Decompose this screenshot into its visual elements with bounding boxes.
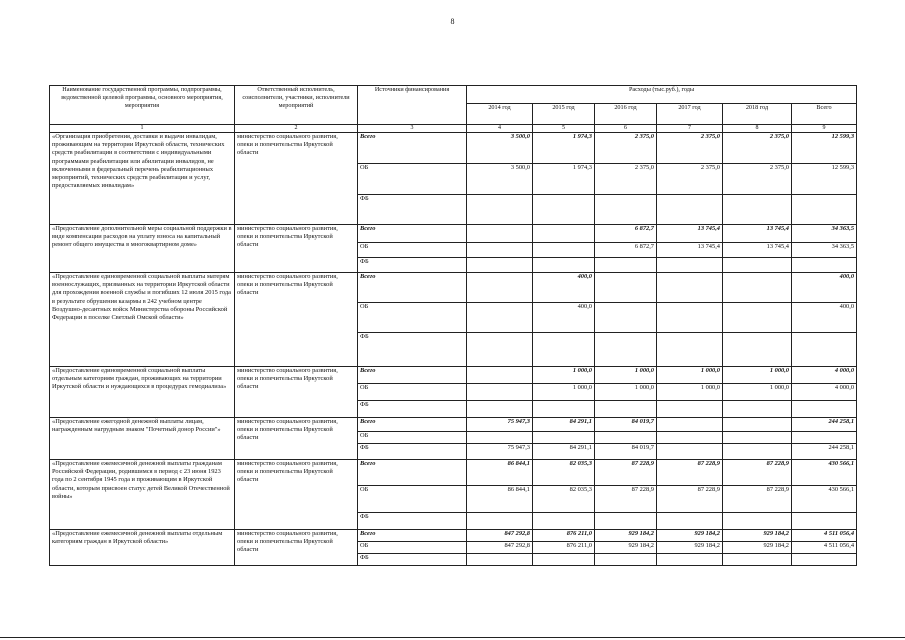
- column-number: 6: [595, 125, 657, 133]
- year-value-cell: 929 184,2: [657, 530, 723, 542]
- year-value-cell: 400,0: [533, 303, 595, 333]
- year-value-cell: 13 745,4: [723, 225, 792, 243]
- year-value-cell: [723, 195, 792, 225]
- year-value-cell: [467, 243, 533, 258]
- year-value-cell: [657, 418, 723, 432]
- year-value-cell: 87 228,9: [657, 460, 723, 486]
- year-value-cell: [467, 554, 533, 566]
- header-year-cell: 2017 год: [657, 104, 723, 125]
- year-value-cell: [533, 243, 595, 258]
- year-value-cell: 1 000,0: [533, 367, 595, 384]
- funding-source-cell: Всего: [358, 530, 467, 542]
- funding-source-cell: ОБ: [358, 542, 467, 554]
- executor-cell: министерство социального развития, опеки и попечительства Иркутской области: [235, 367, 358, 418]
- year-value-cell: 87 228,9: [723, 486, 792, 513]
- year-value-cell: [723, 401, 792, 418]
- total-value-cell: [792, 432, 857, 444]
- year-value-cell: [723, 513, 792, 530]
- year-value-cell: 87 228,9: [723, 460, 792, 486]
- year-value-cell: 929 184,2: [723, 542, 792, 554]
- year-value-cell: 1 000,0: [595, 384, 657, 401]
- year-value-cell: 6 872,7: [595, 225, 657, 243]
- year-value-cell: [533, 554, 595, 566]
- total-value-cell: 34 363,5: [792, 243, 857, 258]
- year-value-cell: [467, 384, 533, 401]
- year-value-cell: [595, 273, 657, 303]
- year-value-cell: 1 974,3: [533, 164, 595, 195]
- header-name-cell: Наименование государственной программы, подпрограммы, ведомственной целевой программы, основного мероприятия, мероприятия: [50, 86, 235, 125]
- year-value-cell: [657, 513, 723, 530]
- year-value-cell: [467, 513, 533, 530]
- page-number: 8: [450, 17, 455, 26]
- table-row: [50, 273, 857, 303]
- year-value-cell: 2 375,0: [595, 164, 657, 195]
- year-value-cell: [533, 258, 595, 273]
- year-value-cell: [723, 432, 792, 444]
- year-value-cell: 1 000,0: [723, 384, 792, 401]
- year-value-cell: 84 019,7: [595, 444, 657, 460]
- year-value-cell: 82 035,3: [533, 460, 595, 486]
- column-number: 4: [467, 125, 533, 133]
- year-value-cell: [657, 333, 723, 367]
- year-value-cell: 75 947,3: [467, 418, 533, 432]
- year-value-cell: [467, 432, 533, 444]
- year-value-cell: [467, 195, 533, 225]
- funding-source-cell: ОБ: [358, 432, 467, 444]
- year-value-cell: [595, 333, 657, 367]
- year-value-cell: 82 035,3: [533, 486, 595, 513]
- year-value-cell: [467, 225, 533, 243]
- total-value-cell: 430 566,1: [792, 486, 857, 513]
- year-value-cell: [467, 273, 533, 303]
- total-value-cell: [792, 554, 857, 566]
- program-name-cell: «Предоставление единовременной социальной выплаты отдельным категориям граждан, проживающих на территории Иркутской области и нуждающихся в процедурах гемодиализа»: [50, 367, 235, 418]
- header-year-cell: 2018 год: [723, 104, 792, 125]
- year-value-cell: [723, 303, 792, 333]
- year-value-cell: 84 291,1: [533, 418, 595, 432]
- total-value-cell: 400,0: [792, 303, 857, 333]
- year-value-cell: 3 500,0: [467, 164, 533, 195]
- year-value-cell: 84 291,1: [533, 444, 595, 460]
- program-name-cell: «Предоставление ежегодной денежной выплаты лицам, награжденным нагрудным знаком "Почетный донор России"»: [50, 418, 235, 460]
- year-value-cell: 1 000,0: [723, 367, 792, 384]
- total-value-cell: 430 566,1: [792, 460, 857, 486]
- column-number: 5: [533, 125, 595, 133]
- column-numbers-row: [50, 125, 857, 133]
- total-value-cell: [792, 513, 857, 530]
- header-expenses-cell: Расходы (тыс.руб.), годы: [467, 86, 857, 104]
- total-value-cell: [792, 333, 857, 367]
- funding-source-cell: Всего: [358, 273, 467, 303]
- year-value-cell: [657, 273, 723, 303]
- column-number: 3: [358, 125, 467, 133]
- year-value-cell: [595, 401, 657, 418]
- table-row: [50, 225, 857, 243]
- year-value-cell: 2 375,0: [657, 164, 723, 195]
- year-value-cell: [467, 303, 533, 333]
- funding-source-cell: Всего: [358, 460, 467, 486]
- funding-source-cell: ОБ: [358, 486, 467, 513]
- year-value-cell: 847 292,8: [467, 530, 533, 542]
- year-value-cell: [533, 225, 595, 243]
- program-name-cell: «Предоставление ежемесячной денежной выплаты гражданам Российской Федерации, родившимся в период с 23 июня 1923 года по 2 сентября 1945 года и проживающим в Иркутской области, которым присвоен статус детей Великой Отечественной войны»: [50, 460, 235, 530]
- year-value-cell: [595, 432, 657, 444]
- funding-source-cell: ФБ: [358, 333, 467, 367]
- program-name-cell: «Предоставление дополнительной меры социальной поддержки в виде компенсации расходов на уплату взноса на капитальный ремонт общего имущества в многоквартирном доме»: [50, 225, 235, 273]
- year-value-cell: [657, 444, 723, 460]
- funding-source-cell: ОБ: [358, 243, 467, 258]
- total-value-cell: 244 258,1: [792, 444, 857, 460]
- column-number: 8: [723, 125, 792, 133]
- column-number: 2: [235, 125, 358, 133]
- funding-source-cell: ФБ: [358, 401, 467, 418]
- funding-source-cell: ОБ: [358, 164, 467, 195]
- year-value-cell: [595, 195, 657, 225]
- year-value-cell: 87 228,9: [657, 486, 723, 513]
- year-value-cell: [595, 303, 657, 333]
- funding-source-cell: Всего: [358, 367, 467, 384]
- column-number: 9: [792, 125, 857, 133]
- year-value-cell: 876 211,0: [533, 542, 595, 554]
- year-value-cell: [595, 258, 657, 273]
- funding-source-cell: ФБ: [358, 513, 467, 530]
- year-value-cell: 1 000,0: [595, 367, 657, 384]
- year-value-cell: 84 019,7: [595, 418, 657, 432]
- funding-source-cell: Всего: [358, 225, 467, 243]
- executor-cell: министерство социального развития, опеки и попечительства Иркутской области: [235, 460, 358, 530]
- total-value-cell: 4 000,0: [792, 384, 857, 401]
- total-value-cell: 4 000,0: [792, 367, 857, 384]
- program-name-cell: «Предоставление единовременной социальной выплаты матерям военнослужащих, призванных на территории Иркутской области для прохождения военной службы и погибших 12 июля 2015 года в результате обрушения казармы в 242 учебном центре Воздушно-десантных войск Министерства обороны Российской Федерации в поселке Светлый Омской области»: [50, 273, 235, 367]
- year-value-cell: 13 745,4: [723, 243, 792, 258]
- year-value-cell: 1 000,0: [657, 367, 723, 384]
- year-value-cell: [723, 333, 792, 367]
- year-value-cell: 1 974,3: [533, 133, 595, 164]
- total-value-cell: 4 511 056,4: [792, 530, 857, 542]
- year-value-cell: 2 375,0: [595, 133, 657, 164]
- year-value-cell: 13 745,4: [657, 225, 723, 243]
- total-value-cell: 244 258,1: [792, 418, 857, 432]
- page-bottom-border: [0, 637, 905, 638]
- year-value-cell: [595, 513, 657, 530]
- executor-cell: министерство социального развития, опеки и попечительства Иркутской области: [235, 133, 358, 225]
- funding-source-cell: Всего: [358, 133, 467, 164]
- year-value-cell: 1 000,0: [533, 384, 595, 401]
- total-value-cell: 12 599,3: [792, 133, 857, 164]
- column-number: 7: [657, 125, 723, 133]
- header-total-cell: Всего: [792, 104, 857, 125]
- table-row: [50, 367, 857, 384]
- year-value-cell: [657, 554, 723, 566]
- year-value-cell: [657, 258, 723, 273]
- column-number: 1: [50, 125, 235, 133]
- total-value-cell: [792, 401, 857, 418]
- executor-cell: министерство социального развития, опеки и попечительства Иркутской области: [235, 225, 358, 273]
- funding-source-cell: ФБ: [358, 258, 467, 273]
- funding-source-cell: ФБ: [358, 444, 467, 460]
- header-row: [50, 86, 857, 104]
- table-row: [50, 460, 857, 486]
- year-value-cell: [533, 513, 595, 530]
- year-value-cell: 6 872,7: [595, 243, 657, 258]
- year-value-cell: [533, 401, 595, 418]
- header-source-cell: Источники финансирования: [358, 86, 467, 125]
- total-value-cell: [792, 195, 857, 225]
- year-value-cell: [657, 432, 723, 444]
- funding-source-cell: ФБ: [358, 554, 467, 566]
- year-value-cell: [467, 367, 533, 384]
- year-value-cell: [467, 258, 533, 273]
- year-value-cell: [533, 432, 595, 444]
- year-value-cell: 75 947,3: [467, 444, 533, 460]
- year-value-cell: [533, 333, 595, 367]
- year-value-cell: 3 500,0: [467, 133, 533, 164]
- year-value-cell: [723, 444, 792, 460]
- year-value-cell: [723, 258, 792, 273]
- total-value-cell: 400,0: [792, 273, 857, 303]
- year-value-cell: 87 228,9: [595, 486, 657, 513]
- header-exec-cell: Ответственный исполнитель, соисполнители, участники, исполнители мероприятий: [235, 86, 358, 125]
- total-value-cell: 12 599,3: [792, 164, 857, 195]
- year-value-cell: 87 228,9: [595, 460, 657, 486]
- year-value-cell: 86 844,1: [467, 486, 533, 513]
- year-value-cell: 2 375,0: [723, 133, 792, 164]
- funding-source-cell: ОБ: [358, 303, 467, 333]
- year-value-cell: 2 375,0: [723, 164, 792, 195]
- year-value-cell: 847 292,8: [467, 542, 533, 554]
- year-value-cell: 929 184,2: [657, 542, 723, 554]
- total-value-cell: 4 511 056,4: [792, 542, 857, 554]
- executor-cell: министерство социального развития, опеки и попечительства Иркутской области: [235, 273, 358, 367]
- program-name-cell: «Предоставление ежемесячной денежной выплаты отдельным категориям граждан в Иркутской области»: [50, 530, 235, 566]
- year-value-cell: [723, 273, 792, 303]
- funding-source-cell: ОБ: [358, 384, 467, 401]
- table-row: [50, 418, 857, 432]
- header-year-cell: 2014 год: [467, 104, 533, 125]
- expenses-table: [49, 85, 857, 566]
- executor-cell: министерство социального развития, опеки и попечительства Иркутской области: [235, 530, 358, 566]
- year-value-cell: [467, 401, 533, 418]
- year-value-cell: 1 000,0: [657, 384, 723, 401]
- year-value-cell: 876 211,0: [533, 530, 595, 542]
- year-value-cell: [533, 195, 595, 225]
- year-value-cell: 929 184,2: [595, 542, 657, 554]
- funding-source-cell: Всего: [358, 418, 467, 432]
- year-value-cell: 86 844,1: [467, 460, 533, 486]
- program-name-cell: «Организация приобретения, доставки и выдачи инвалидам, проживающим на территории Иркутской области, технических средств реабилитации в соответствии с индивидуальными программами реабилитации или абилитации инвалидов, не включенными в федеральный перечень реабилитационных мероприятий, технических средств реабилитации и услуг, предоставляемых инвалидам»: [50, 133, 235, 225]
- year-value-cell: 13 745,4: [657, 243, 723, 258]
- year-value-cell: 929 184,2: [723, 530, 792, 542]
- funding-source-cell: ФБ: [358, 195, 467, 225]
- year-value-cell: [657, 303, 723, 333]
- total-value-cell: [792, 258, 857, 273]
- year-value-cell: [657, 195, 723, 225]
- header-year-cell: 2015 год: [533, 104, 595, 125]
- year-value-cell: 929 184,2: [595, 530, 657, 542]
- year-value-cell: [467, 333, 533, 367]
- year-value-cell: [657, 401, 723, 418]
- year-value-cell: 400,0: [533, 273, 595, 303]
- table-row: [50, 133, 857, 164]
- total-value-cell: 34 363,5: [792, 225, 857, 243]
- header-year-cell: 2016 год: [595, 104, 657, 125]
- executor-cell: министерство социального развития, опеки и попечительства Иркутской области: [235, 418, 358, 460]
- year-value-cell: [723, 554, 792, 566]
- year-value-cell: 2 375,0: [657, 133, 723, 164]
- year-value-cell: [723, 418, 792, 432]
- year-value-cell: [595, 554, 657, 566]
- table-row: [50, 530, 857, 542]
